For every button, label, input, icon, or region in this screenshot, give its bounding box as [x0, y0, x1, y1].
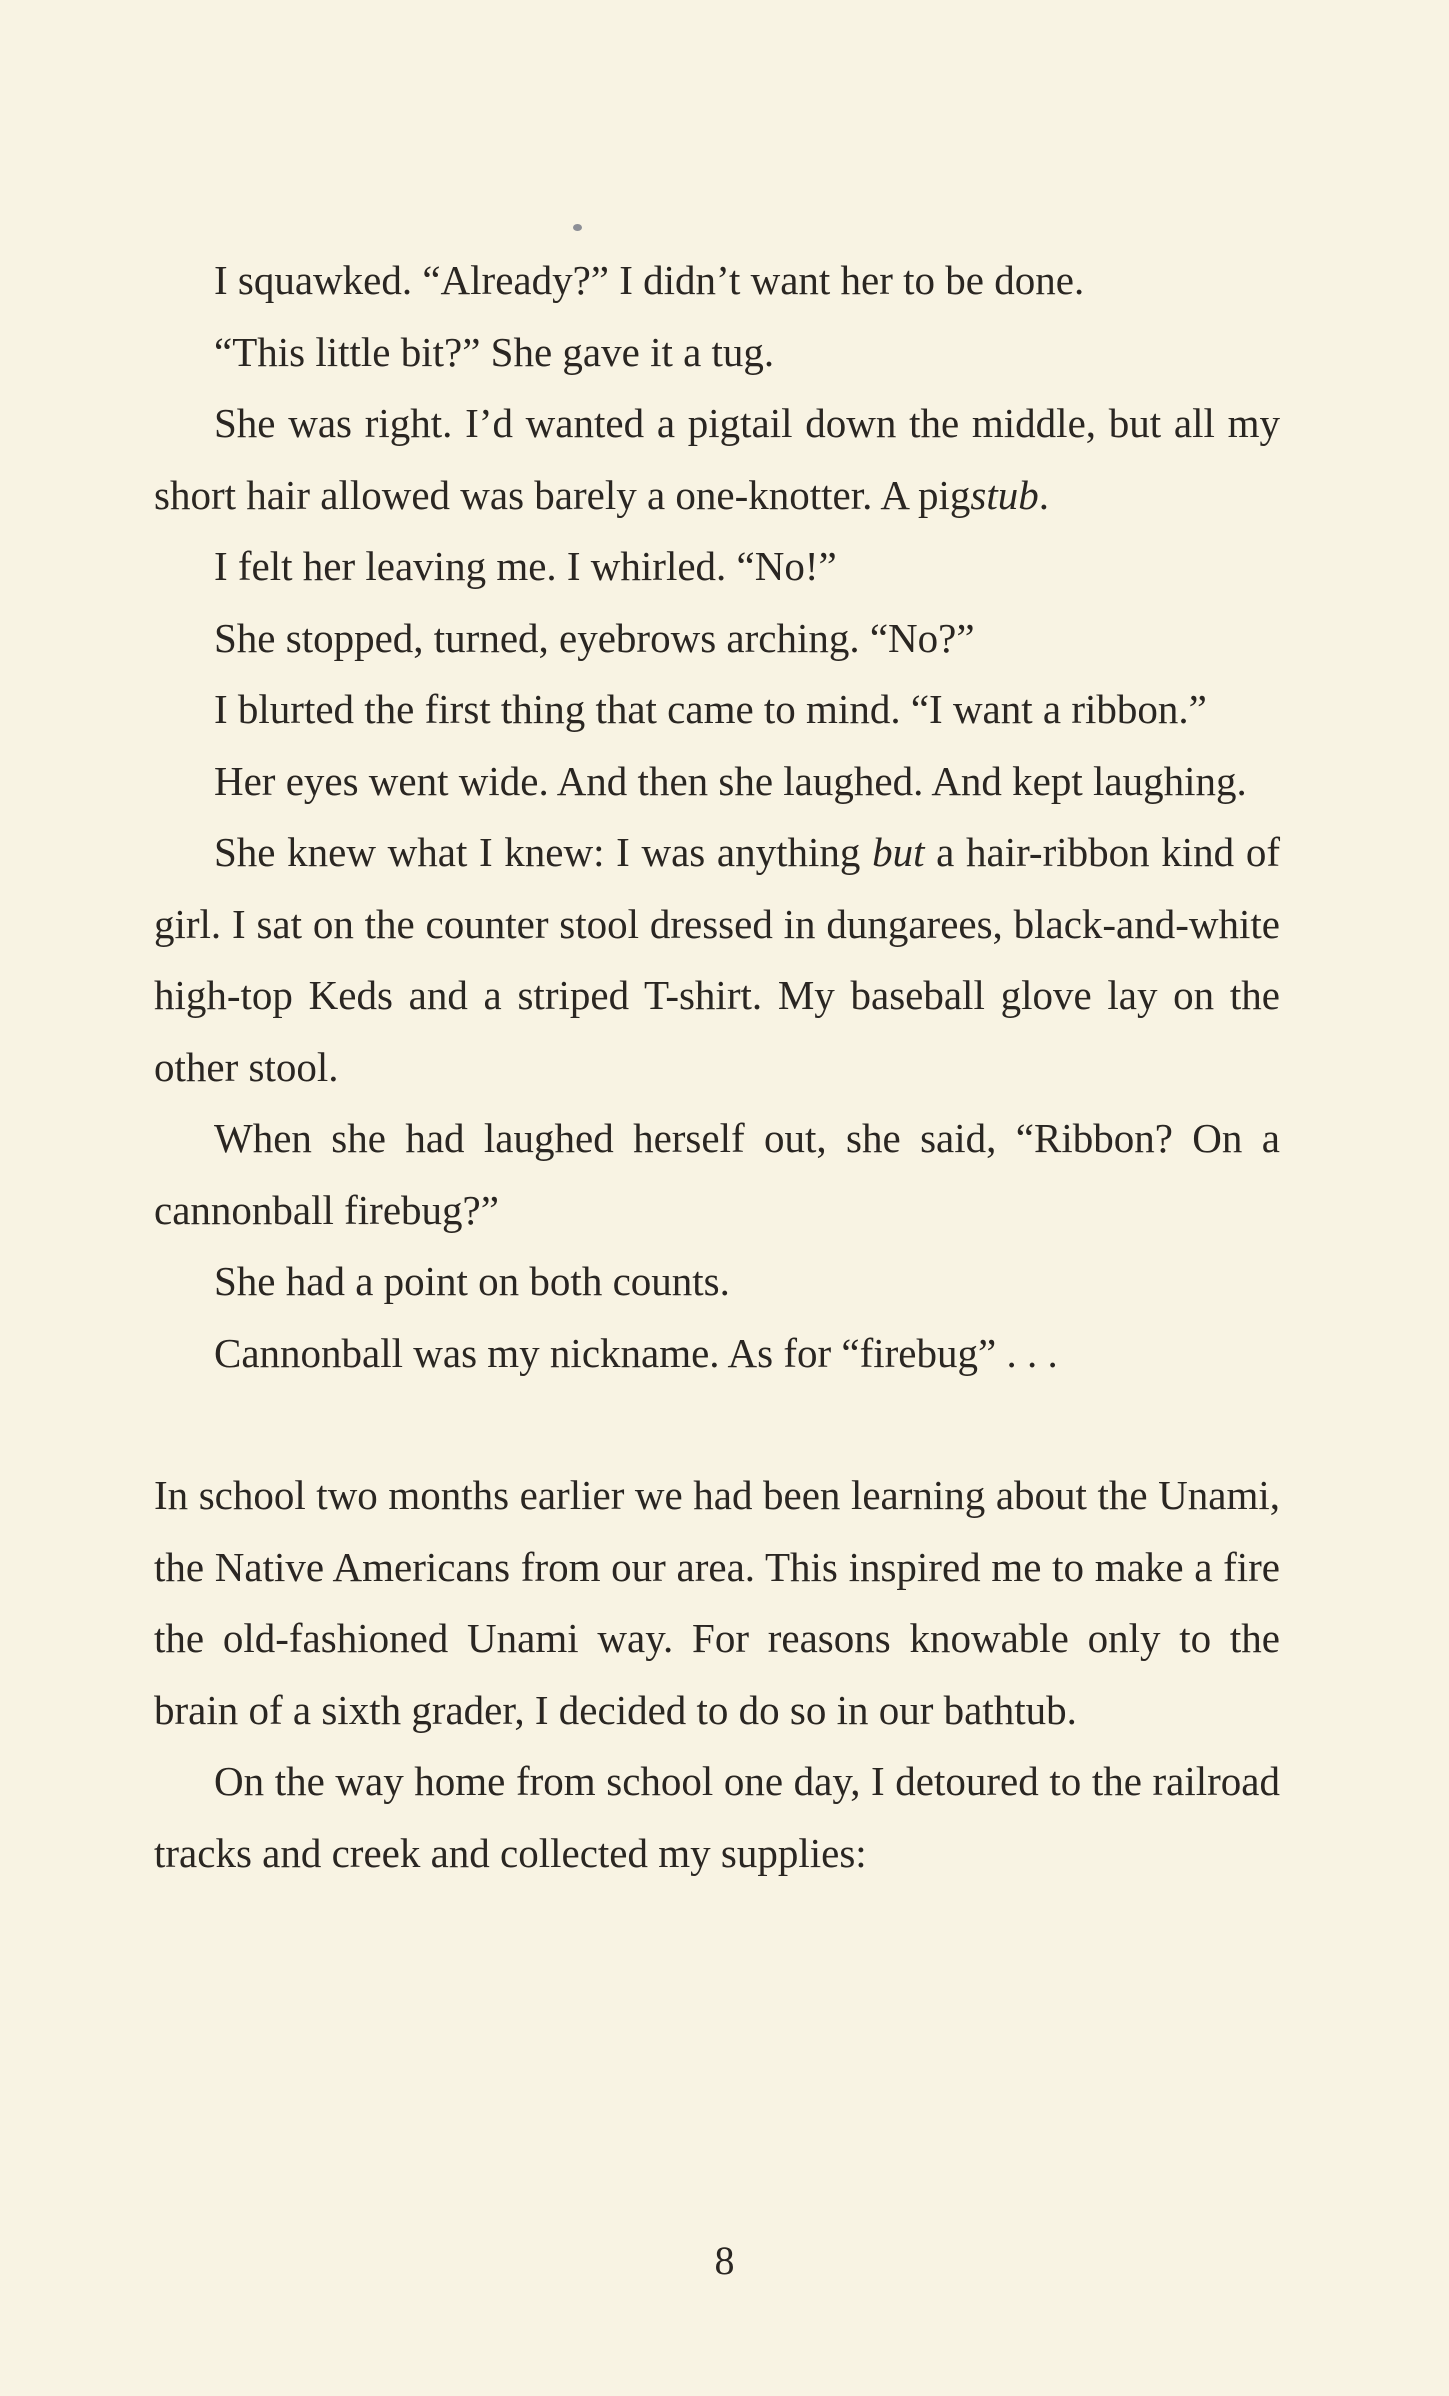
ink-speck: [573, 224, 582, 231]
paragraph: “This little bit?” She gave it a tug.: [214, 328, 775, 375]
paragraph-text: .: [1038, 471, 1049, 518]
paragraph: When she had laughed herself out, she said, “Ribbon? On a cannonball firebug?”: [154, 1115, 1280, 1233]
paragraph: [154, 817, 1280, 1103]
paragraph: I squawked. “Already?” I didn’t want her to be done.: [214, 257, 1085, 303]
page-text: [154, 245, 1280, 1889]
paragraph: [154, 388, 1280, 531]
paragraph: She stopped, turned, eyebrows arching. “No?”: [214, 614, 975, 661]
paragraph-text: She knew what I knew: I was anything: [214, 829, 873, 875]
page-number: 8: [714, 2238, 735, 2283]
paragraph: She had a point on both counts.: [214, 1258, 730, 1304]
section-break: [154, 1389, 1280, 1460]
emphasized-word: but: [872, 829, 925, 875]
paragraph: In school two months earlier we had been learning about the Unami, the Native Americans from our area. This inspired me to make a fire the old-fashioned Unami way. For reasons knowable only to the brain of a sixth grader, I decided to do so in our bathtub.: [154, 1472, 1280, 1733]
paragraph: Her eyes went wide. And then she laughed. And kept laughing.: [214, 757, 1247, 804]
paragraph: I blurted the first thing that came to mind. “I want a ribbon.”: [214, 686, 1207, 732]
paragraph-text: She was right. I’d wanted a pigtail down the middle, but all my short hair allowed was barely a one-knotter. A pig: [154, 400, 1280, 518]
paragraph: On the way home from school one day, I detoured to the railroad tracks and creek and collected my supplies:: [154, 1758, 1280, 1876]
paragraph: I felt her leaving me. I whirled. “No!”: [214, 543, 837, 589]
emphasized-word: stub: [970, 471, 1039, 518]
paragraph: Cannonball was my nickname. As for “firebug” . . .: [214, 1329, 1058, 1376]
paragraph-text: a hair-ribbon kind of girl. I sat on the counter stool dressed in dungarees, black-and-white high-top Keds and a striped T-shirt. My baseball glove lay on the other stool.: [154, 829, 1280, 1090]
